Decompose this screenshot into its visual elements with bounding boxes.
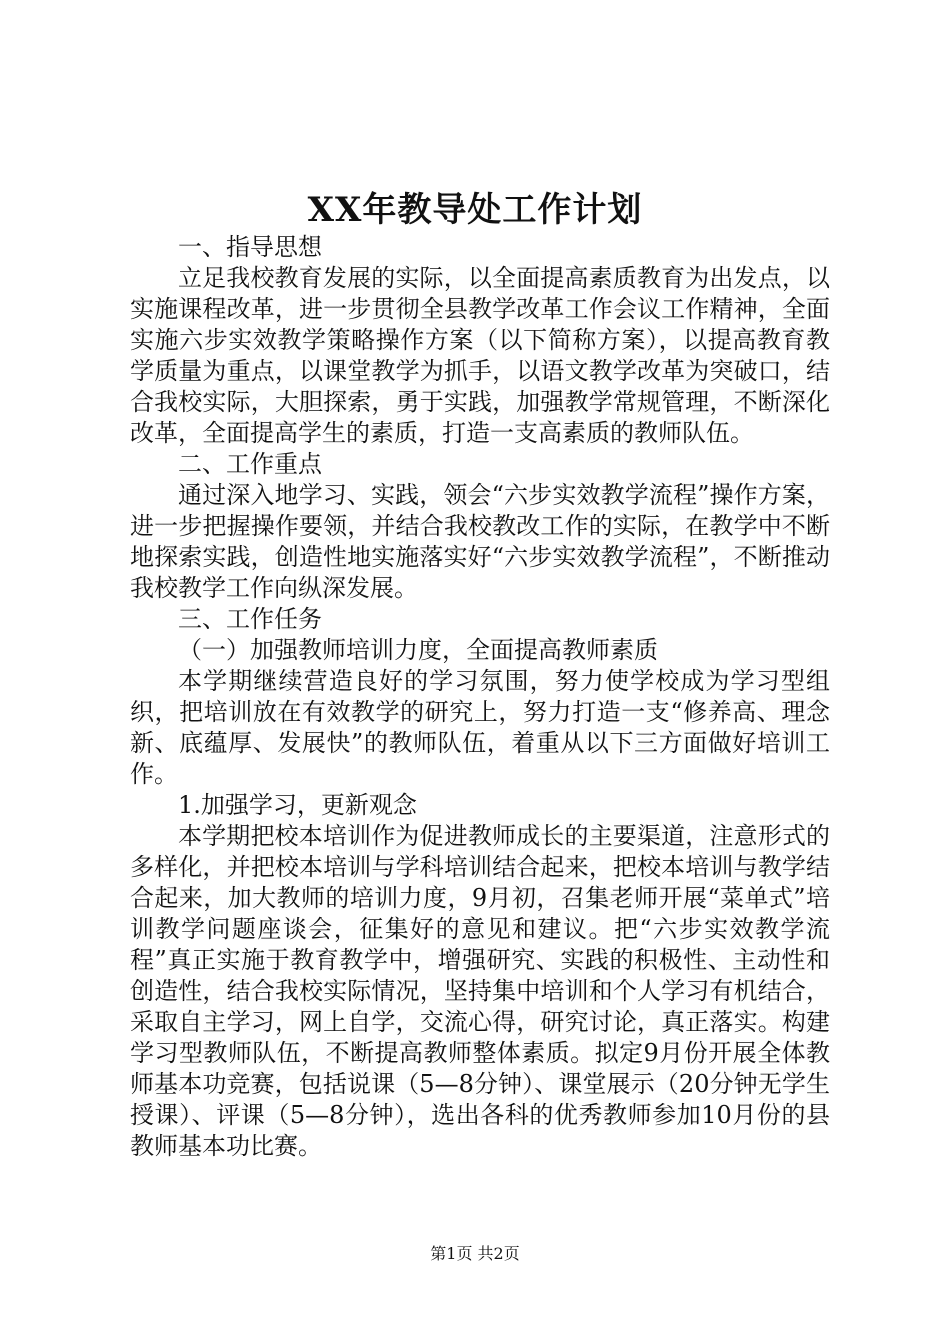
section-heading-work-tasks: 三、工作任务: [178, 605, 322, 633]
paragraph-teacher-training: 本学期继续营造良好的学习氛围，努力使学校成为学习型组织，把培训放在有效教学的研究上，努力打造一支“修养高、理念新、底蕴厚、发展快”的教师队伍，着重从以下三方面做好培训工作。: [130, 667, 830, 788]
document-title: XX年教导处工作计划: [307, 190, 643, 230]
paragraph-study: 本学期把校本培训作为促进教师成长的主要渠道，注意形式的多样化，并把校本培训与学科培训结合起来，把校本培训与教学结合起来，加大教师的培训力度，9月初，召集老师开展“菜单式”培训教学问题座谈会，征集好的意见和建议。把“六步实效教学流程”真正实施于教育教学中，增强研究、实践的积极性、主动性和创造性，结合我校实际情况，坚持集中培训和个人学习有机结合，采取自主学习，网上自学，交流心得，研究讨论，真正落实。构建学习型教师队伍，不断提高教师整体素质。拟定9月份开展全体教师基本功竞赛，包括说课（5—8分钟）、课堂展示（20分钟无学生授课）、评课（5—8分钟），选出各科的优秀教师参加10月份的县教师基本功比赛。: [130, 822, 830, 1160]
section-heading-work-focus: 二、工作重点: [178, 450, 322, 478]
page-number-footer: 第1页 共2页: [430, 1244, 520, 1263]
item-heading-study: 1.加强学习，更新观念: [178, 791, 417, 819]
document-body: [130, 232, 830, 1162]
section-heading-guiding-thought: 一、指导思想: [178, 233, 322, 261]
paragraph-guiding-thought: 立足我校教育发展的实际，以全面提高素质教育为出发点，以实施课程改革，进一步贯彻全县教学改革工作会议工作精神，全面实施六步实效教学策略操作方案（以下简称方案），以提高教育教学质量为重点，以课堂教学为抓手，以语文教学改革为突破口，结合我校实际，大胆探索，勇于实践，加强教学常规管理，不断深化改革，全面提高学生的素质，打造一支高素质的教师队伍。: [130, 264, 830, 447]
paragraph-work-focus: 通过深入地学习、实践，领会“六步实效教学流程”操作方案，进一步把握操作要领，并结合我校教改工作的实际，在教学中不断地探索实践，创造性地实施落实好“六步实效教学流程”，不断推动我校教学工作向纵深发展。: [130, 481, 830, 602]
subsection-heading-teacher-training: （一）加强教师培训力度，全面提高教师素质: [178, 636, 658, 664]
